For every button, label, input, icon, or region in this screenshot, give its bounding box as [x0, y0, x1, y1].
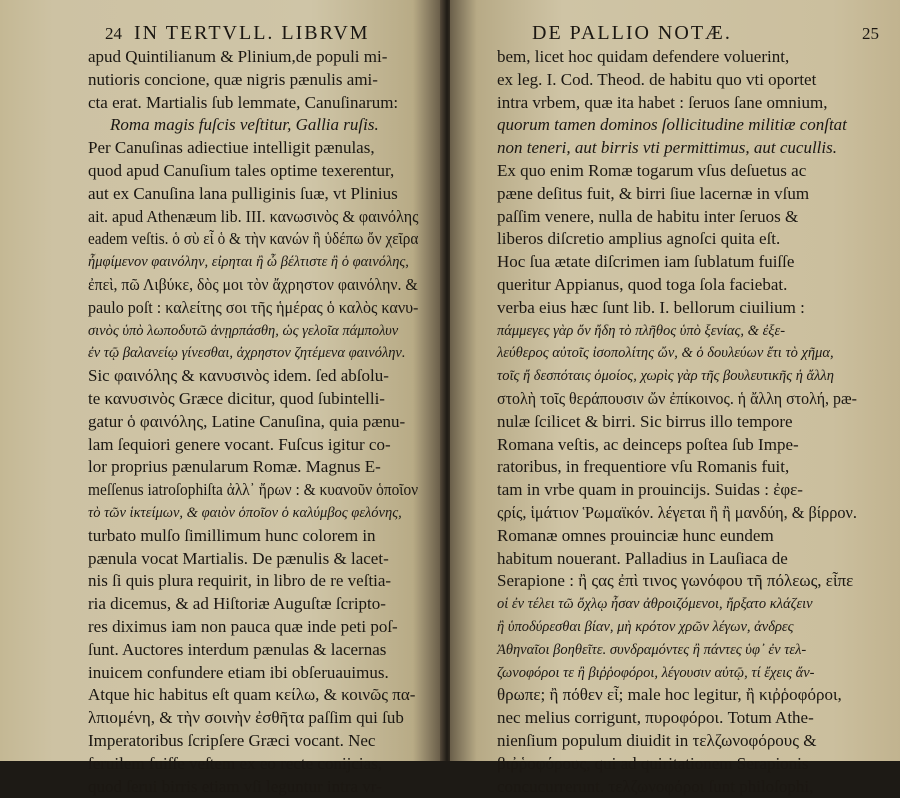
text-line: Imperatoribus ſcripſere Græci vocant. Nec: [88, 730, 418, 753]
text-line: cta erat. Martialis ſub lemmate, Canuſinarum:: [88, 92, 418, 115]
text-line: queritur Appianus, quod toga ſola faciebat.: [497, 274, 857, 297]
text-line: quod apud Canuſium tales optime texerentur,: [88, 160, 418, 183]
text-line: quod ſerui birris etiam vſi leguntur intra vr-: [88, 776, 418, 798]
right-page-number: 25: [862, 24, 879, 44]
text-line: te κανυσινὸς Græce dicitur, quod ſubintelli-: [88, 388, 418, 411]
text-line: non teneri, aut birris vti permittimus, aut cucullis.: [497, 137, 857, 160]
text-line: bem, licet hoc quidam defendere voluerint,: [497, 46, 857, 69]
text-line: Roma magis fuſcis veſtitur, Gallia ruſis.: [88, 114, 418, 137]
left-page-number: 24: [105, 24, 122, 43]
text-line: ἐπεὶ, πῶ Λιβύκε, δὸς μοι τὸν ἄχρηστον φαινόλην. &: [88, 274, 395, 297]
text-line: verba eius hæc ſunt lib. I. bellorum ciuilium :: [497, 297, 857, 320]
text-line: πάμμεγες γὰρ ὄν ἤδη τὸ πλῆθος ὑπὸ ξενίας, & ἐξε-: [497, 320, 857, 343]
text-line: λεύθερος αὐτοῖς ἰσοπολίτης ὤν, & ὁ δουλεύων ἔτι τὸ χῆμα,: [497, 342, 857, 365]
text-line: apud Quintilianum & Plinium,de populi mi-: [88, 46, 418, 69]
text-line: Serapione : ἢ ςας ἐπὶ τινος γωνόφου τῆ πόλεως, εἶπε: [497, 570, 857, 593]
text-line: gatur ὁ φαινόλης, Latine Canuſina, quia pænu-: [88, 411, 418, 434]
text-line: ἐν τῷ βαλανείῳ γίνεσθαι, ἀχρηστον ζητέμενα φαινόλην.: [88, 342, 418, 365]
text-line: θρωπε; ἢ πόθεν εἶ; male hoc legitur, ἢ κιῤῥοφόροι,: [497, 684, 857, 707]
left-text-block: [88, 46, 418, 798]
text-line: σινὸς ὑπὸ λωποδυτῶ ἀνῃρπάσθη, ὡς γελοῖα πάμπολυν: [88, 320, 418, 343]
text-line: λπιομένη, & τὴν σοινὴν ἐσθῆτα paſſim qui ſub: [88, 707, 418, 730]
text-line: ἦμφίμενον φαινόλην, εἰρηται ἢ ὦ βέλτιστε ἢ ὁ φαινόλης,: [88, 251, 418, 274]
left-page: [0, 0, 444, 761]
text-line: paulo poſt : καλείτης σοι τῆς ἡμέρας ὁ καλὸς κανυ-: [88, 297, 400, 320]
text-line: οἱ ἐν τέλει τῶ ὄχλῳ ἦσαν ἀθροιζόμενοι, ἤρξατο κλάζειν: [497, 593, 857, 616]
text-line: habitum nouerant. Palladius in Lauſiaca de: [497, 548, 857, 571]
text-line: nienſium populum diuidit in τελζωνοφόρους &: [497, 730, 857, 753]
text-line: aut ex Canuſina lana pulliginis ſuæ, vt Plinius: [88, 183, 418, 206]
text-line: lam ſequiori genere vocant. Fuſcus igitur co-: [88, 434, 418, 457]
text-line: paſſim venere, nulla de habitu inter ſeruos &: [497, 206, 857, 229]
text-line: nutioris concione, quæ nigris pænulis ami-: [88, 69, 418, 92]
text-line: ςρίς, ἱμάτιον Ῥωμαϊκόν. λέγεται ἢ ἢ μανδύη, & βίρρον.: [497, 502, 842, 525]
text-line: ſunt. Auctores interdum pænulas & lacernas: [88, 639, 418, 662]
text-line: liberos diſcretio amplius agnoſci quita eſt.: [497, 228, 857, 251]
right-running-title: DE PALLIO NOTÆ.: [532, 22, 732, 44]
text-line: ratoribus, in frequentiore vſu Romanis fuit,: [497, 456, 857, 479]
text-line: Per Canuſinas adiectiue intelligit pænulas,: [88, 137, 418, 160]
text-line: ria dicemus, & ad Hiſtoriæ Auguſtæ ſcripto-: [88, 593, 418, 616]
text-line: στολὴ τοῖς θεράπουσιν ὤν ἐπίκοινος. ἡ ἄλλη στολή, pæ-: [497, 388, 835, 411]
text-line: ζωνοφόροι τε ἢ βιῤῥοφόροι, λέγουσιν αὐτῷ, τί ἔχεις ἄν-: [497, 662, 857, 685]
text-line: Ἀθηναῖοι βοηθεῖτε. συνδραμόντες ἢ πάντες ὑφ᾽ ἐν τελ-: [497, 639, 857, 662]
text-line: nis ſi quis plura requirit, in libro de re veſtia-: [88, 570, 418, 593]
text-line: Romana veſtis, ac deinceps poſtea ſub Impe-: [497, 434, 857, 457]
text-line: eadem veſtis. ὁ σὺ εἶ ὁ & τὴν κανών ἢ ὑδέπω ὄν χεῖρα: [88, 228, 384, 251]
text-line: nulæ ſcilicet & birri. Sic birrus illo tempore: [497, 411, 857, 434]
left-running-title: IN TERTVLL. LIBRVM: [134, 22, 370, 44]
right-page: [450, 0, 900, 761]
text-line: quorum tamen dominos ſollicitudine militiæ conſtat: [497, 114, 857, 137]
text-line: Hoc ſua ætate diſcrimen iam ſublatum fuiſſe: [497, 251, 857, 274]
text-line: tam in vrbe quam in prouincijs. Suidas : ἐφε-: [497, 479, 857, 502]
text-line: nec melius corrigunt, πυροφόροι. Totum Athe-: [497, 707, 857, 730]
text-line: meſſenus iatroſophiſta ἀλλ᾽ ἤρων : & κυανοῦν ὁποῖον: [88, 479, 387, 502]
text-line: ἢ ὑποδύρεσθαι βίαν, μὴ κρότον χρῶν λέγων, ἀνδρες: [497, 616, 857, 639]
text-line: βιῤῥοφόρους, qui ad quiritationem Serapionis: [497, 753, 857, 776]
right-text-block: [497, 46, 857, 798]
text-line: Ex quo enim Romæ togarum vſus deſuetus ac: [497, 160, 857, 183]
text-line: ſeruilem fuiſſe veſtem ex eo recte conijcias,: [88, 753, 418, 776]
text-line: τὸ τῶν ἱκτείμων, & φαιὸν ὁποῖον ὁ καλύμβος φελόνης,: [88, 502, 418, 525]
text-line: inuicem confundere etiam ibi obſeruauimus.: [88, 662, 418, 685]
text-line: pænula vocat Martialis. De pænulis & lacet-: [88, 548, 418, 571]
text-line: intra vrbem, quæ ita habet : ſeruos ſane omnium,: [497, 92, 857, 115]
text-line: lor proprius pænularum Romæ. Magnus E-: [88, 456, 418, 479]
text-line: τοῖς ἤ δεσπόταις ὁμοίος, χωρὶς γὰρ τῆς βουλευτικῆς ἡ ἄλλη: [497, 365, 857, 388]
text-line: Sic φαινόλης & κανυσινὸς idem. ſed abſolu-: [88, 365, 418, 388]
text-line: turbato mulſo ſimillimum hunc colorem in: [88, 525, 418, 548]
text-line: Atque hic habitus eſt quam κείλω, & κοινῶς πα-: [88, 684, 418, 707]
text-line: res diximus iam non pauca quæ inde peti poſ-: [88, 616, 418, 639]
text-line: pæne deſitus fuit, & birri ſiue lacernæ in vſum: [497, 183, 857, 206]
text-line: ait. apud Athenæum lib. III. κανωσινὸς & φαινόλης: [88, 206, 399, 229]
text-line: ex leg. I. Cod. Theod. de habitu quo vti oportet: [497, 69, 857, 92]
text-line: Romanæ omnes prouinciæ hunc eundem: [497, 525, 857, 548]
text-line: concucurrerunt. τελζωνοφόροι ſunt philoſophi,: [497, 776, 857, 798]
